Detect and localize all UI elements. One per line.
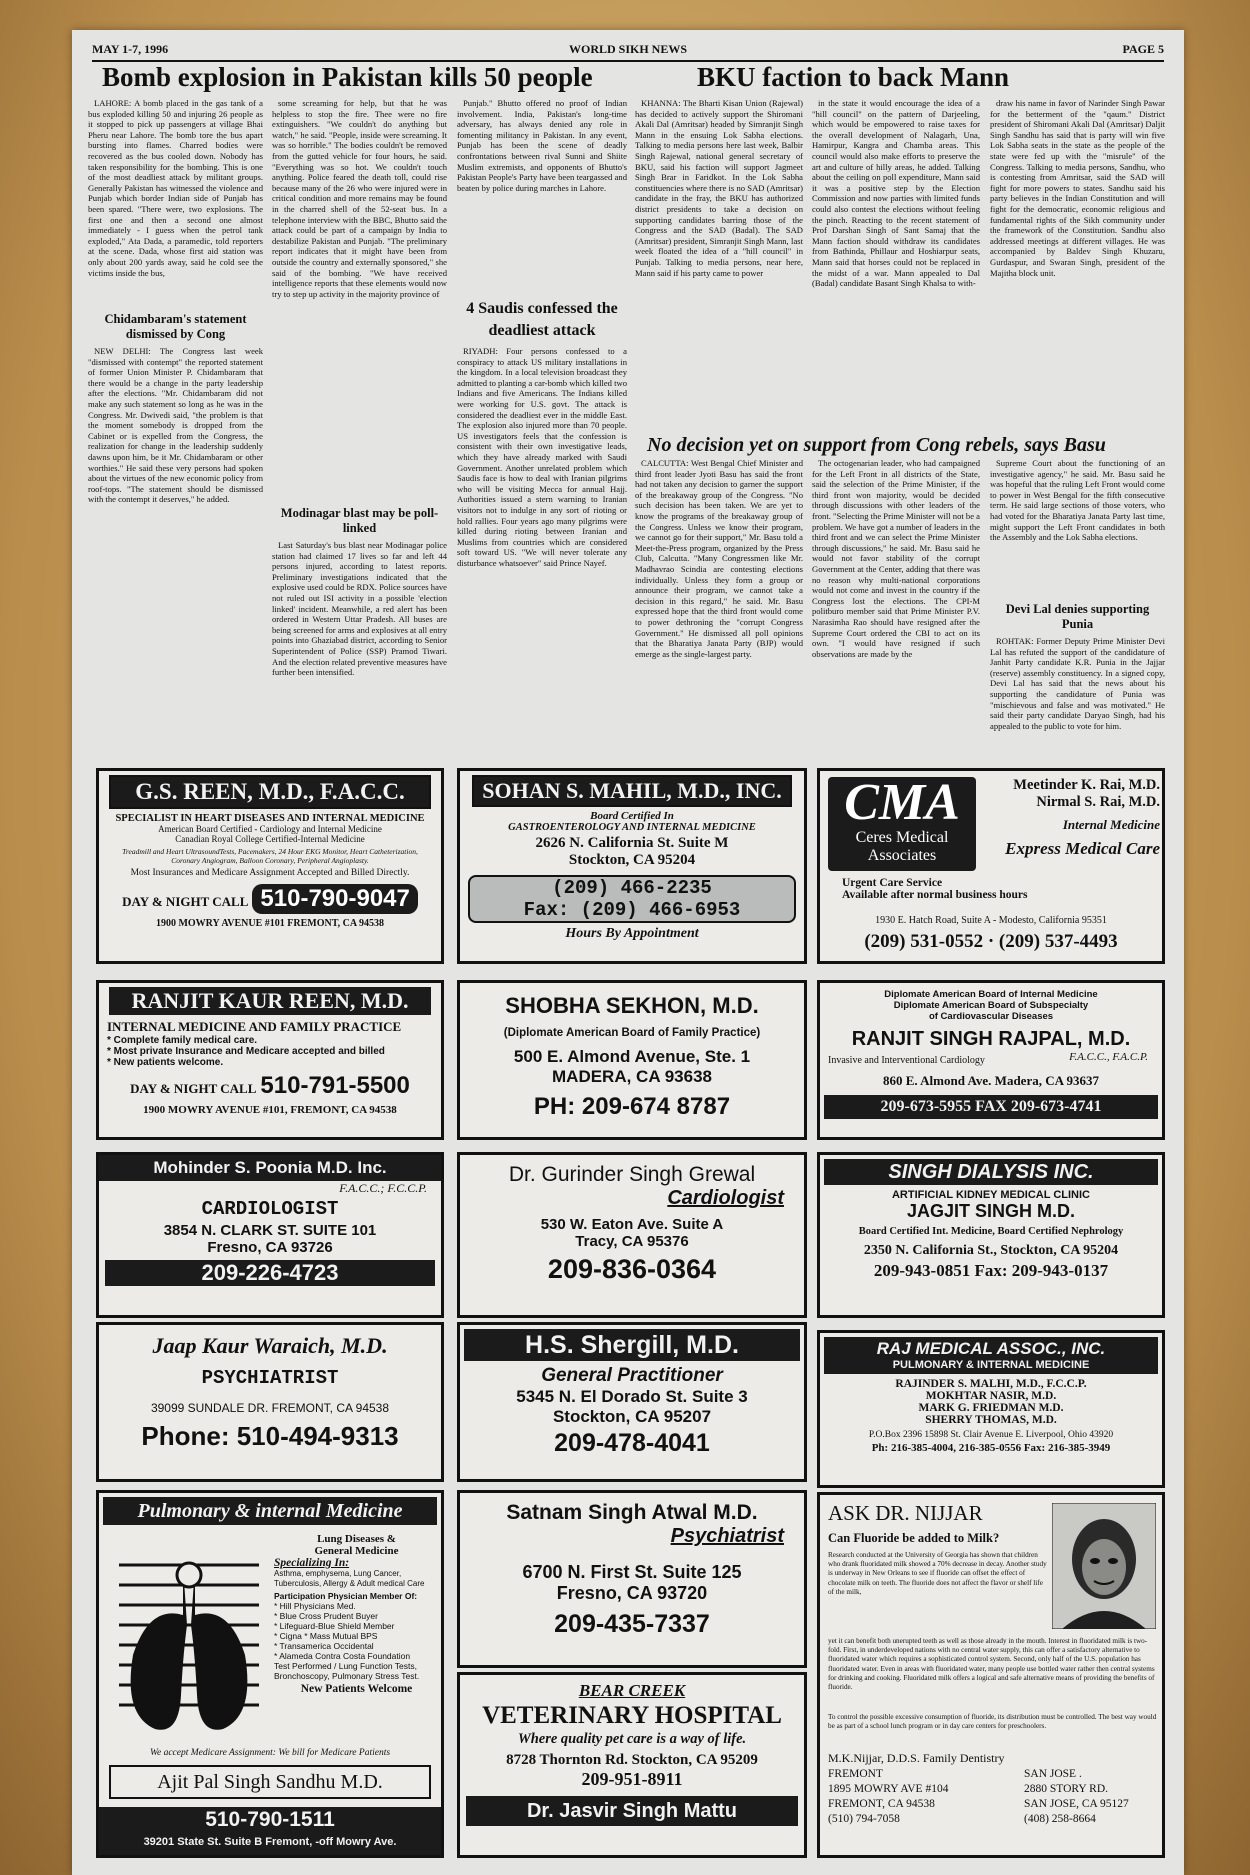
article-basu-col3: Supreme Court about the functioning of an investigative agency," he said. Mr. Basu said he was hopeful that the ruling Left Front would come to power in West Bengal for the fifth consecutive term. He said large sections of those voters, who had voted for the Bharatiya Janata Party last time, might support the Left Front candidates in both the Assembly and the Lok Sabha elections. xyxy=(990,458,1165,543)
doctor-portrait-icon xyxy=(1052,1503,1156,1629)
cma-logo: CMA Ceres Medical Associates xyxy=(828,777,976,871)
ad-singh-dialysis: SINGH DIALYSIS INC. ARTIFICIAL KIDNEY MEDICAL CLINIC JAGJIT SINGH M.D. Board Certified Int. Medicine, Board Certified Nephrology 2350 N. California St., Stockton, CA 95204 209-943-0851 Fax: 209-943-0137 xyxy=(817,1152,1165,1318)
article-basu-col1: CALCUTTA: West Bengal Chief Minister and third front leader Jyoti Basu has said the front had not taken any decision to garner the support of the breakaway group of the Congress. "No such decision has been taken. We are yet to know the programs of the breakaway group of the Congress. Unless we know their program, we cannot go for their support," Mr. Basu told a Meet-the-Press program, organized by the Press Club, Calcutta. "Many Congressmen like Mr. Madhavrao Scindia are contesting elections individually. Unless they form a group or announce their program, we cannot take a decision in this regard," he said. Mr. Basu expressed hope that the third front would come to power dethroning the "corrupt Congress Government." He dismissed all poll opinions that the Bharatiya Janata Party (BJP) would emerge as the single-largest party. xyxy=(635,458,803,659)
headline-saudis: 4 Saudis confessed the deadliest attack xyxy=(466,300,618,339)
ad-sohan-mahil: SOHAN S. MAHIL, M.D., INC. Board Certified In GASTROENTEROLOGY AND INTERNAL MEDICINE 2626 N. California St. Suite M Stockton, CA 95204 (209) 466-2235 Fax: (209) 466-6953 Hours By Appointment xyxy=(457,768,807,964)
article-basu-col2: The octogenarian leader, who had campaigned for the Left Front in all districts of the State, said the selection of the Prime Minister, if the third front won majority, would be decided through discussions with other leaders of the front. "Selecting the Prime Minister will not be a problem. We have got a number of leaders in the third front and we can select the Prime Minister through discussions," he said. Mr. Basu said he would not favor stability of the corrupt Government at the Center, adding that there was no reason why multi-national corporations would not come and invest in the country if the Congress lost the elections. The CPI-M politburo member said that Prime Minister P.V. Narasimha Rao should have resigned after the Supreme Court ordered the CBI to act on its own. "I would have resigned if such observations are made by the xyxy=(812,458,980,659)
issue-date: MAY 1-7, 1996 xyxy=(92,42,169,56)
headline-devilal: Devi Lal denies supporting Punia xyxy=(1005,602,1150,631)
newspaper-page xyxy=(72,30,1184,1875)
headline-basu: No decision yet on support from Cong rebels, says Basu xyxy=(647,434,1106,456)
ad-atwal: Satnam Singh Atwal M.D. Psychiatrist 6700 N. First St. Suite 125 Fresno, CA 93720 209-435-7337 xyxy=(457,1490,807,1668)
headline-modinagar: Modinagar blast may be poll-linked xyxy=(280,506,439,535)
article-devilal: Devi Lal denies supporting Punia ROHTAK: Former Deputy Prime Minister Devi Lal has refuted the support of the candidature of Janhit Party candidate K.R. Punia in the Jajjar (reserve) assembly constituency. In a signed copy, Devi Lal has said that the news about his supporting the candidature of Punia was "mischievous and false and was motivated." He said their party candidate Daryao Singh, had his appealed to the public to vote for him. xyxy=(990,602,1165,731)
ad-gs-reen: G.S. REEN, M.D., F.A.C.C. SPECIALIST IN HEART DISEASES AND INTERNAL MEDICINE American Board Certified - Cardiology and Internal Medicine Canadian Royal College Certified-Internal Medicine Treadmill and Heart UltrasoundTests, Pacemakers, 24 Hour EKG Monitor, Heart Catheterization, Coronary Angiogram, Balloon Coronary, Peripheral Angioplasty. Most Insurances and Medicare Assignment Accepted and Billed Directly. DAY & NIGHT CALL 510-790-9047 1900 MOWRY AVENUE #101 FREMONT, CA 94538 xyxy=(96,768,444,964)
ad-poonia: Mohinder S. Poonia M.D. Inc. F.A.C.C.; F.C.C.P. CARDIOLOGIST 3854 N. CLARK ST. SUITE 101 Fresno, CA 93726 209-226-4723 xyxy=(96,1152,444,1318)
headline-chidambaram: Chidambaram's statement dismissed by Cong xyxy=(104,312,247,341)
article-pakistan-col3: Punjab." Bhutto offered no proof of Indian involvement. India, Pakistan's long-time adversary, has always denied any role in fomenting militancy in Pakistan. In any event, Punjab has been the scene of deadly confrontations between rival Sunni and Shiite Muslim extremists, and opponents of Bhutto's Pakistan People's Party have been teargassed and beaten by police during marches in Lahore. xyxy=(457,98,627,193)
paper-name: WORLD SIKH NEWS xyxy=(568,42,688,56)
article-bku-col3: draw his name in favor of Narinder Singh Pawar for the betterment of the "qaum." District president of Shiromani Akali Dal (Amritsar) Daljit Singh Sandhu has said that is party will win five Lok Sabha seats in the state as the people of the state were fed up with the "misrule" of the Congress. Talking to media persons, Sandhu, who is contesting from Amritsar, said the SAD will fight for more powers to states. Sandhu said his party believes in the Indian Constitution and will fight for the democratic, economic religious and fundamental rights of the Sikh community under the framework of the Constitution. Sandhu also addressed meetings at different villages. He was accompanied by Baldev Singh Khuzaru, Gurdaspur, and Swaran Singh, president of the Majitha block unit. xyxy=(990,98,1165,278)
ad-gs-reen-phone: 510-790-9047 xyxy=(252,884,417,914)
ad-bear-creek-vet: BEAR CREEK VETERINARY HOSPITAL Where quality pet care is a way of life. 8728 Thornton Rd. Stockton, CA 95209 209-951-8911 Dr. Jasvir Singh Mattu xyxy=(457,1672,807,1858)
ad-cma: CMA Ceres Medical Associates Meetinder K. Rai, M.D. Nirmal S. Rai, M.D. Internal Medicine Express Medical Care Urgent Care Service Available after normal business hours 1930 E. Hatch Road, Suite A - Modesto, California 95351 (209) 531-0552 · (209) 537-4493 xyxy=(817,768,1165,964)
article-saudis: 4 Saudis confessed the deadliest attack RIYADH: Four persons confessed to a conspiracy to attack US military installations in the kingdom. In a local television broadcast they admitted to planting a car-bomb which killed two Indians and five Americans. The Indians killed were working for U.S. govt. The attack is considered the deadliest ever in the middle East. The explosion also injured more than 70 people. US investigators feels that the confession is consistent with their own investigative leads, which they have already marked with Saudi Government. Another unrelated problem which Saudis face is how to deal with Iranian pilgrims who will be visiting Mecca for annual Hajj. Authorities issued a stern warning to Iranian visitors not to indulge in any sort of rioting or hold rallies. Four years ago many pilgrims were killed during rioting between Iranian and Muslims from countries which are considered soft toward US. "We will never tolerate any disturbance whatsoever" said Prince Nayef. xyxy=(457,300,627,568)
headline-bku: BKU faction to back Mann xyxy=(697,62,1010,92)
article-pakistan-col1: LAHORE: A bomb placed in the gas tank of a bus exploded killing 50 and injuring 26 people as it stopped to pick up passengers at village Bhai Pheru near Lahore. The bomb tore the bus apart bursting into flames. Charred bodies were recovered as the bus cooled down. Nobody has taken responsibility for the bombing. This is one of the most deadliest attack by militant groups. Generally Pakistan has witnessed the violence and Punjab which border Indian side of Punjab has been spared. "There were, two explosions. The first one and then a second one almost immediately - I guess when the petrol tank exploded," Ata Dada, a paramedic, told reporters at the scene. Dada, whose first aid station was only about 200 yards away, said he cold see the victims inside the bus, xyxy=(88,98,263,278)
article-bku-col1: KHANNA: The Bharti Kisan Union (Rajewal) has decided to actively support the Shiromani Akali Dal (Amritsar) headed by Simranjit Singh Mann in the ensuing Lok Sabha elections. Talking to media persons here last week, Balbir Singh Rajewal, national general secretary of BKU, said his faction will support Jagmeet Singh Brar in Faridkot. In the Lok Sabha constituencies where there is no SAD (Amritsar) candidate in the fray, the BKU has authorized district presidents to take a decision on supporting candidates barring those of the Congress and the SAD (Badal). The SAD (Amritsar) president, Simranjit Singh Mann, last week floated the idea of a "hill council" in Punjab. Talking to media persons, near here, Mann said if his party came to power xyxy=(635,98,803,278)
ad-pulmonary-doctor: Ajit Pal Singh Sandhu M.D. xyxy=(109,1765,431,1799)
ad-waraich: Jaap Kaur Waraich, M.D. PSYCHIATRIST 39099 SUNDALE DR. FREMONT, CA 94538 Phone: 510-494-9313 xyxy=(96,1322,444,1482)
ad-pulmonary: Pulmonary & internal Medicine Lung Diseases & General Medicine Specializing In: Asthma, emphysema, Lung Cancer, Tuberculosis, Allergy & Adult medical Care Participation Physician Member Of: * Hill Physicians Med. * Blue Cross Prudent Buyer * Lifeguard-Blue Shield Member * Cigna * Mass Mutual BPS * Transamerica Occidental * Alameda Contra Costa Foundation Test Performed / Lung Function Tests, Bronchoscopy, Pulmonary Stress Test. New Patients Welcome We accept Medicare Assignment: We bill for Medicare Patients Ajit Pal Singh Sandhu M.D. 510-790-1511 39201 State St. Suite B Fremont, -off Mowry Ave. xyxy=(96,1490,444,1858)
article-modinagar: Modinagar blast may be poll-linked Last Saturday's bus blast near Modinagar police station had claimed 17 lives so far and left 44 persons injured, according to latest reports. Preliminary investigations indicated that the explosive used could be RDX. Police sources have not ruled out ISI activity in a possible 'election linked' incident. Meanwhile, a red alert has been ordered in Western Uttar Pradesh. All buses are being screened for arms and explosives at all entry points into Ghaziabad district, according to Senior Superintendent of Police (SSP) Pramod Tiwari. And the election related preventive measures have further been intensified. xyxy=(272,506,447,678)
article-pakistan-col2: some screaming for help, but that he was helpless to stop the fire. Thee were no fire extinguishers. "We couldn't do anything but watch," he said. "People, inside were screaming. It was so horrible." The bodies couldn't be removed from the gutted vehicle for four hours, he said. "Everything was so hot. We couldn't touch anything. Police feared the death toll, could rise because many of the 26 who were injured were in critical condition and more remains may be found in the charred shell of the 52-seat bus. In a telephone interview with the BBC, Bhutto said the attack could be part of a campaign by India to destabilize Pakistan and Punjab. "The preliminary report indicates that it might have been from outside the country and externally sponsored," she said of the bombing. "We have received intelligence reports that these elements would now try to step up activity in the majority province of xyxy=(272,98,447,299)
article-bku-col2: in the state it would encourage the idea of a "hill council" on the pattern of Darjeeling, which would be empowered to raise taxes for the overall development of Nalagarh, Una, Hamirpur, Kangra and Chamba areas. This council would also make efforts to preserve the art and culture of hilly areas, he added. Talking about the ceiling on poll expenditure, Mann said it was a positive step by the Election Commission and now parties with limited funds could also contest the elections without feeling the pinch. Reacting to the recent statement of Prof Darshan Singh of Sant Samaj that the Mann faction should withdraw its candidates from Bathinda, Phillaur and Hoshiarpur seats, Mann said that horses could not be replaced in the midst of a war. Mann appealed to Dal (Badal) candidate Basant Singh Khalsa to with- xyxy=(812,98,980,289)
ad-ask-dr-nijjar: ASK DR. NIJJAR Can Fluoride be added to Milk? Research conducted at the University of Georgia has shown that children who drank fluoridated milk showed a 70% decrease in decay. Another study is underway in New Orleans to see if fluoride can offset the effect of chocolate milk on teeth. The fluoride does not affect the flavor or shelf life of the milk, yet it can benefit both unerupted teeth as well as those already in the mouth. Interest in fluoridated milk is two-fold. First, in underdeveloped nations with no central water supply, this can offer a satisfactory alternative to fluoridated water which requires a sophisticated control system. Second, only half of the U.S. population has fluoridated water. Even in areas with fluoridated water, many people use bottled water rather then central systems for drinking and cooking. Fluoridated milk offers a logical and safe alternative means of providing the benefits of fluoride. To control the possible excessive consumption of fluoride, its distribution must be controlled. The best way would be as part of a school lunch program or in day care centers for preschoolers. M.K.Nijjar, D.D.S. Family Dentistry FREMONT 1895 MOWRY AVE #104 FREMONT, CA 94538 (510) 794-7058 SAN JOSE . 2880 STORY RD. SAN JOSE, CA 95127 (408) 258-8664 xyxy=(817,1492,1165,1858)
article-chidambaram: Chidambaram's statement dismissed by Cong NEW DELHI: The Congress last week "dismissed with contempt" the reported statement of former Union Minister P. Chidambaram that there would be a change in the party leadership after the elections. "Mr. Chidambaram did not make any such statement so long as he was in the Congress. Mr. Dwivedi said, "the problem is that the moment somebody is dropped from the Cabinet or is expelled from the Congress, the realization for change in the leadership suddenly dawns upon him, be it Mr. Chidambaram or other worthies." He said these very persons had spoken about the virtues of the new economic policy from roof-tops. "The statement should be dismissed with the contempt it deserves," he added. xyxy=(88,312,263,505)
lungs-illustration-icon xyxy=(109,1545,269,1745)
ad-shobha-sekhon: SHOBHA SEKHON, M.D. (Diplomate American Board of Family Practice) 500 E. Almond Avenue, Ste. 1 MADERA, CA 93638 PH: 209-674 8787 xyxy=(457,980,807,1140)
ad-gs-reen-name: G.S. REEN, M.D., F.A.C.C. xyxy=(109,775,431,809)
ad-raj-medical: RAJ MEDICAL ASSOC., INC. PULMONARY & INTERNAL MEDICINE RAJINDER S. MALHI, M.D., F.C.C.P. MOKHTAR NASIR, M.D. MARK G. FRIEDMAN M.D. SHERRY THOMAS, M.D. P.O.Box 2396 15898 St. Clair Avenue E. Liverpool, Ohio 43920 Ph: 216-385-4004, 216-385-0556 Fax: 216-385-3949 xyxy=(817,1330,1165,1488)
vet-hospital-name: VETERINARY HOSPITAL xyxy=(482,1702,782,1729)
ad-ranjit-kaur-reen: RANJIT KAUR REEN, M.D. INTERNAL MEDICINE AND FAMILY PRACTICE * Complete family medical care. * Most private Insurance and Medicare accepted and billed * New patients welcome. DAY & NIGHT CALL 510-791-5500 1900 MOWRY AVENUE #101, FREMONT, CA 94538 xyxy=(96,980,444,1140)
page-number: PAGE 5 xyxy=(1122,42,1164,56)
masthead xyxy=(92,40,1164,58)
ad-rajpal: Diplomate American Board of Internal Medicine Diplomate American Board of Subspecialty of Cardiovascular Diseases RANJIT SINGH RAJPAL, M.D. Invasive and Interventional Cardiology F.A.C.C., F.A.C.P. 860 E. Almond Ave. Madera, CA 93637 209-673-5955 FAX 209-673-4741 xyxy=(817,980,1165,1140)
headline-pakistan: Bomb explosion in Pakistan kills 50 people xyxy=(102,62,593,92)
ad-shergill: H.S. Shergill, M.D. General Practitioner 5345 N. El Dorado St. Suite 3 Stockton, CA 95207 209-478-4041 xyxy=(457,1322,807,1482)
ad-grewal: Dr. Gurinder Singh Grewal Cardiologist 530 W. Eaton Ave. Suite A Tracy, CA 95376 209-836-0364 xyxy=(457,1152,807,1318)
